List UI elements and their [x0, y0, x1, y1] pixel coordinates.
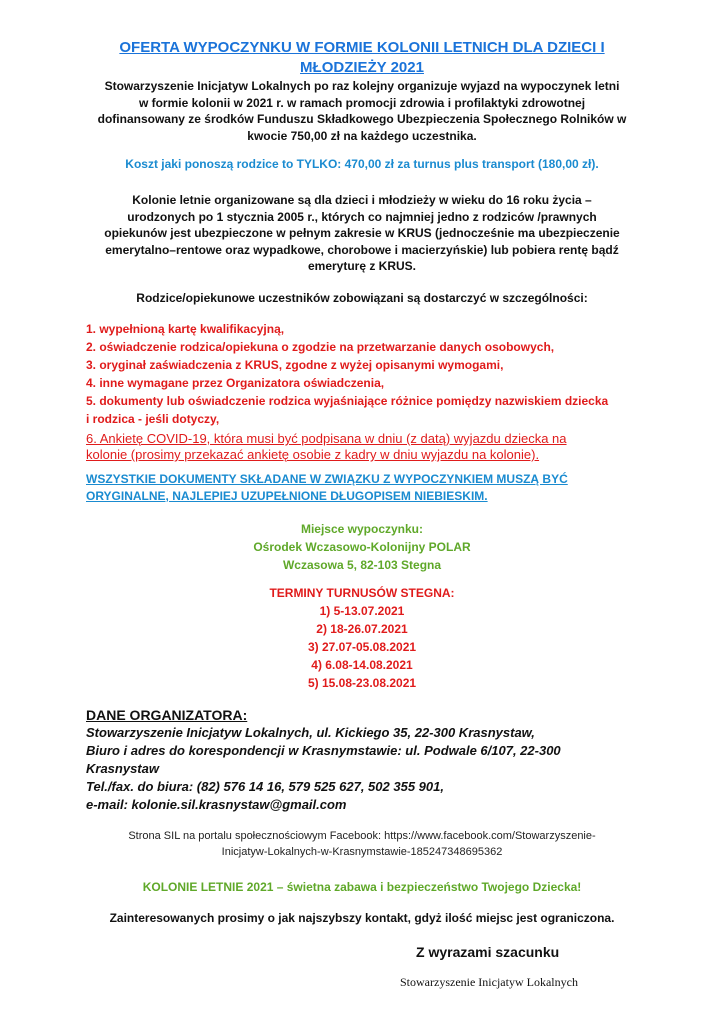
eligibility-paragraph: [60, 192, 664, 275]
list-item: 3. oryginał zaświadczenia z KRUS, zgodne z wyżej opisanymi wymogami,: [86, 358, 504, 372]
term-item: 5) 15.08-23.08.2021: [307, 676, 417, 690]
covid-item: [86, 431, 666, 463]
eligibility-line: emerytalno–rentowe oraz wypadkowe, chorobowe i macierzyńskie) lub pobiera rentę bądź: [105, 242, 619, 257]
terms-heading: TERMINY TURNUSÓW STEGNA:: [269, 586, 455, 600]
facebook-note: [60, 828, 664, 860]
place-name: Ośrodek Wczasowo-Kolonijny POLAR: [253, 540, 471, 554]
covid-line: kolonie (prosimy przekazać ankietę osobie z kadry w dniu wyjazdu na kolonie).: [86, 447, 540, 462]
terms-section: [60, 584, 664, 692]
place-section: [60, 520, 664, 574]
contact-request: Zainteresowanych prosimy o jak najszybszy kontakt, gdyż ilość miejsc jest ograniczona.: [109, 911, 615, 925]
place-address: Wczasowa 5, 82-103 Stegna: [282, 558, 442, 572]
facebook-line[interactable]: Inicjatyw-Lokalnych-w-Krasnymstawie-185247348695362: [221, 846, 503, 858]
place-heading: Miejsce wypoczynku:: [300, 522, 424, 536]
cost-note: Koszt jaki ponoszą rodzice to TYLKO: 470,00 zł za turnus plus transport (180,00 zł).: [125, 157, 599, 171]
eligibility-line: Kolonie letnie organizowane są dla dzieci i młodzieży w wieku do 16 roku życia –: [132, 193, 592, 207]
documents-line: ORYGINALNE, NAJLEPIEJ UZUPEŁNIONE DŁUGOPISEM NIEBIESKIM.: [86, 489, 488, 503]
organizer-line: Biuro i adres do korespondencji w Krasnymstawie: ul. Podwale 6/107, 22-300: [86, 743, 561, 758]
organizer-details: [86, 724, 646, 814]
intro-line: w formie kolonii w 2021 r. w ramach promocji zdrowia i profilaktyki zdrowotnej: [138, 95, 586, 110]
list-item: 1. wypełnioną kartę kwalifikacyjną,: [86, 322, 285, 336]
list-item: i rodzica - jeśli dotyczy,: [86, 412, 220, 426]
list-item: 4. inne wymagane przez Organizatora oświadczenia,: [86, 376, 385, 390]
list-item: 2. oświadczenie rodzica/opiekuna o zgodzie na przetwarzanie danych osobowych,: [86, 340, 555, 354]
documents-notice: [86, 471, 666, 505]
organizer-email[interactable]: e-mail: kolonie.sil.krasnystaw@gmail.com: [86, 797, 347, 812]
requirements-intro: Rodzice/opiekunowe uczestników zobowiązani są dostarczyć w szczególności:: [136, 291, 588, 305]
eligibility-line: emeryturę z KRUS.: [307, 259, 417, 273]
organizer-heading: DANE ORGANIZATORA:: [86, 707, 248, 723]
title-line: MŁODZIEŻY 2021: [300, 59, 424, 76]
intro-line: Stowarzyszenie Inicjatyw Lokalnych po raz kolejny organizuje wyjazd na wypoczynek letni: [104, 79, 620, 93]
organizer-line: Krasnystaw: [86, 761, 159, 776]
term-item: 2) 18-26.07.2021: [316, 622, 408, 636]
tagline: KOLONIE LETNIE 2021 – świetna zabawa i bezpieczeństwo Twojego Dziecka!: [142, 880, 582, 894]
signature: Stowarzyszenie Inicjatyw Lokalnych: [400, 975, 578, 989]
term-item: 3) 27.07-05.08.2021: [307, 640, 417, 654]
intro-paragraph: [60, 78, 664, 144]
page-title: [60, 38, 664, 78]
list-item: 5. dokumenty lub oświadczenie rodzica wyjaśniające różnice pomiędzy nazwiskiem dziecka: [86, 394, 609, 408]
eligibility-line: urodzonych po 1 stycznia 2005 r., których co najmniej jedno z rodziców /prawnych: [127, 209, 597, 224]
intro-line: dofinansowany ze środków Funduszu Składkowego Ubezpieczenia Społecznego Rolników w: [97, 112, 627, 126]
intro-line: kwocie 750,00 zł na każdego uczestnika.: [247, 128, 477, 143]
requirements-list: [86, 320, 666, 463]
term-item: 1) 5-13.07.2021: [319, 604, 405, 618]
facebook-line[interactable]: Strona SIL na portalu społecznościowym Facebook: https://www.facebook.com/Stowarzyszenie-: [128, 830, 596, 842]
organizer-line: Stowarzyszenie Inicjatyw Lokalnych, ul. Kickiego 35, 22-300 Krasnystaw,: [86, 725, 535, 740]
covid-line: 6. Ankietę COVID-19, która musi być podpisana w dniu (z datą) wyjazdu dziecka na: [86, 431, 567, 446]
organizer-line: Tel./fax. do biura: (82) 576 14 16, 579 525 627, 502 355 901,: [86, 779, 444, 794]
documents-line: WSZYSTKIE DOKUMENTY SKŁADANE W ZWIĄZKU Z WYPOCZYNKIEM MUSZĄ BYĆ: [86, 472, 568, 486]
regards: Z wyrazami szacunku: [416, 944, 560, 960]
term-item: 4) 6.08-14.08.2021: [311, 658, 413, 672]
title-line: OFERTA WYPOCZYNKU W FORMIE KOLONII LETNICH DLA DZIECI I: [119, 39, 605, 56]
eligibility-line: opiekunów jest ubezpieczone w pełnym zakresie w KRUS (jednocześnie ma ubezpieczenie: [104, 226, 620, 240]
